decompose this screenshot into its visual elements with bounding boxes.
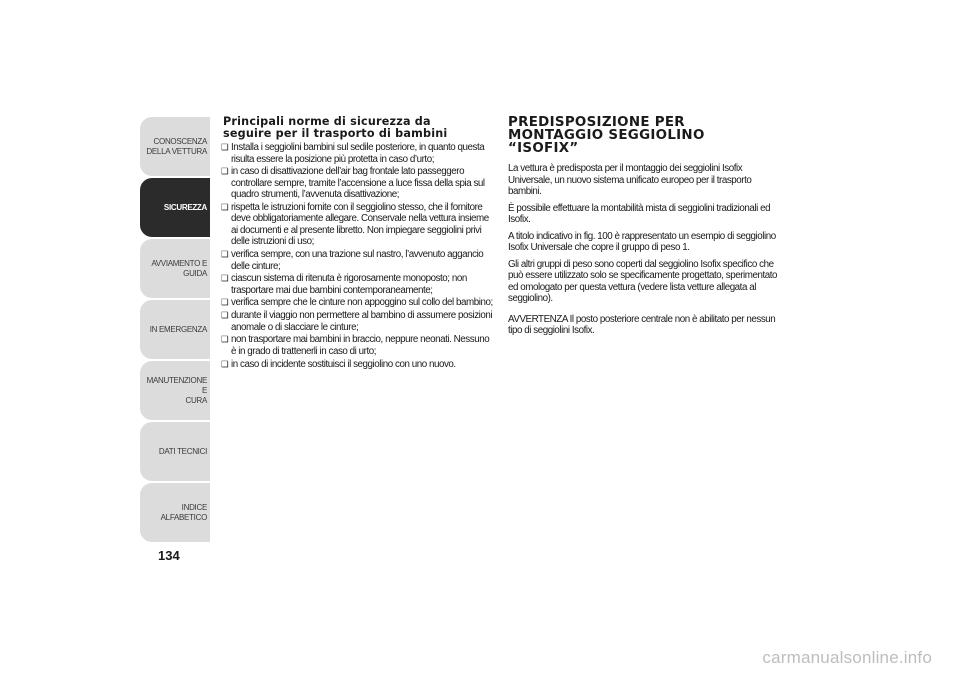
list-item: ❑ rispetta le istruzioni fornite con il seggiolino stesso, che il fornitore deve obbligatoriamente allegare. Conservale nella vettura insieme ai documenti e al presente libretto. Non impiegare seggiolini privi delle istruzioni di uso; <box>221 202 493 248</box>
chapter-tabs <box>140 117 210 544</box>
isofix-section <box>508 116 780 342</box>
tab-label-line: AVVIAMENTO E <box>151 258 207 268</box>
tab-label-line: DELLA VETTURA <box>146 146 207 156</box>
tab-label-line: CONOSCENZA <box>153 136 207 146</box>
section-title-line: Principali norme di sicurezza da <box>223 115 431 128</box>
isofix-title <box>508 116 780 155</box>
list-item: ❑ verifica sempre, con una trazione sul nastro, l’avvenuto aggancio delle cinture; <box>221 249 493 272</box>
watermark: carmanualsonline.info <box>762 648 932 667</box>
paragraph: A titolo indicativo in fig. 100 è rappresentato un esempio di seggiolino Isofix Universale che copre il gruppo di peso 1. <box>508 230 776 253</box>
section-title <box>223 116 493 140</box>
tab-label-line: SICUREZZA <box>163 202 207 212</box>
list-item: ❑ durante il viaggio non permettere al bambino di assumere posizioni anomale o di slacciare le cinture; <box>221 310 493 333</box>
tab-label-line: MANUTENZIONE E <box>146 375 207 395</box>
tab-conoscenza-della-vettura[interactable] <box>140 117 210 176</box>
isofix-title-line: “ISOFIX” <box>508 141 579 156</box>
warning-note: AVVERTENZA Il posto posteriore centrale non è abilitato per nessun tipo di seggiolini Isofix. <box>508 313 776 336</box>
paragraph: Gli altri gruppi di peso sono coperti dal seggiolino Isofix specifico che può essere utilizzato solo se specificamente progettato, sperimentato ed omologato per questa vettura (vedere lista vetture allegata al seggiolino). <box>508 258 778 304</box>
list-item: ❑ non trasportare mai bambini in braccio, neppure neonati. Nessuno è in grado di trattenerli in caso di urto; <box>221 334 493 357</box>
list-item: ❑ Installa i seggiolini bambini sul sedile posteriore, in quanto questa risulta essere la posizione più protetta in caso d’urto; <box>221 142 493 165</box>
tab-label-line: DATI TECNICI <box>158 446 207 456</box>
paragraph: È possibile effettuare la montabilità mista di seggiolini tradizionali ed Isofix. <box>508 202 771 225</box>
safety-rules-section <box>221 116 493 371</box>
page-number: 134 <box>158 548 180 563</box>
tab-manutenzione-e-cura[interactable] <box>140 361 210 420</box>
list-item: ❑ ciascun sistema di ritenuta è rigorosamente monoposto; non trasportare mai due bambini contemporaneamente; <box>221 273 493 296</box>
isofix-title-line: MONTAGGIO SEGGIOLINO <box>508 128 705 143</box>
list-item: ❑ in caso di incidente sostituisci il seggiolino con uno nuovo. <box>221 359 493 371</box>
tab-label-line: CURA <box>185 395 207 405</box>
tab-avviamento-e-guida[interactable] <box>140 239 210 298</box>
tab-dati-tecnici[interactable] <box>140 422 210 481</box>
tab-indice-alfabetico[interactable] <box>140 483 210 542</box>
tab-label-line: GUIDA <box>183 268 207 278</box>
paragraph: La vettura è predisposta per il montaggio dei seggiolini Isofix Universale, un nuovo sistema unificato europeo per il trasporto bambini. <box>508 163 752 197</box>
list-item: ❑ verifica sempre che le cinture non appoggino sul collo del bambino; <box>221 297 493 309</box>
tab-label-line: INDICE ALFABETICO <box>160 502 207 522</box>
tab-sicurezza[interactable] <box>140 178 210 237</box>
list-item: ❑ in caso di disattivazione dell’air bag frontale lato passeggero controllare sempre, tramite l’accensione a luce fissa della spia sul quadro strumenti, l’avvenuta disattivazione; <box>221 166 493 201</box>
safety-rules-list <box>221 142 493 370</box>
section-title-line: seguire per il trasporto di bambini <box>223 127 448 140</box>
tab-label-line: IN EMERGENZA <box>149 324 207 334</box>
isofix-title-line: PREDISPOSIZIONE PER <box>508 115 685 130</box>
tab-in-emergenza[interactable] <box>140 300 210 359</box>
